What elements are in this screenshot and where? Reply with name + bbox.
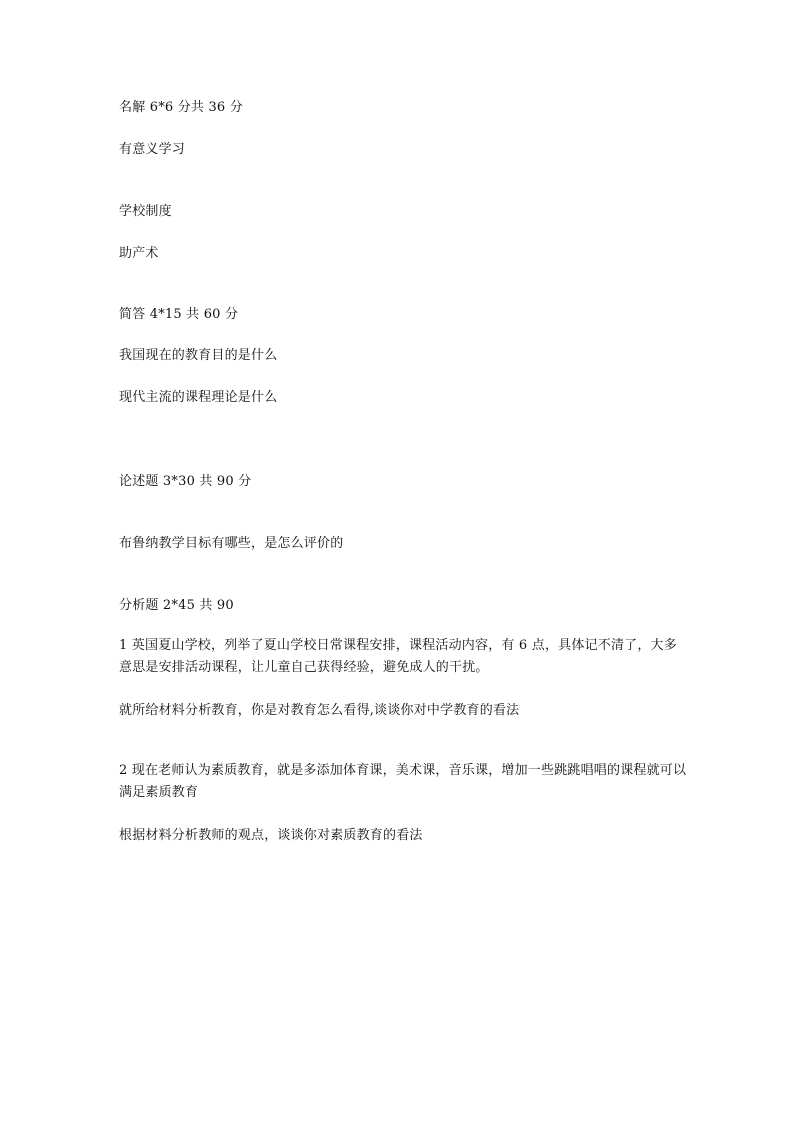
question-item: 布鲁纳教学目标有哪些，是怎么评价的 [119,536,344,551]
section-heading-fenxi: 分析题 2*45 共 90 [119,598,234,613]
analysis-material-2: 2 现在老师认为素质教育，就是多添加体育课，美术课，音乐课，增加一些跳跳唱唱的课程就可以满足素质教育 [119,763,687,800]
section-heading-mingjie: 名解 6*6 分共 36 分 [119,100,243,115]
term-item: 助产术 [119,246,159,261]
analysis-question-1: 就所给材料分析教育，你是对教育怎么看得,谈谈你对中学教育的看法 [119,703,520,718]
section-heading-jianda: 简答 4*15 共 60 分 [119,307,239,322]
question-item: 现代主流的课程理论是什么 [119,390,278,405]
term-item: 学校制度 [119,204,172,219]
term-item: 有意义学习 [119,142,186,157]
question-item: 我国现在的教育目的是什么 [119,348,278,363]
section-heading-lunshu: 论述题 3*30 共 90 分 [119,474,252,489]
analysis-question-2: 根据材料分析教师的观点，谈谈你对素质教育的看法 [119,828,423,843]
analysis-material-1: 1 英国夏山学校，列举了夏山学校日常课程安排，课程活动内容，有 6 点，具体记不清了，大多意思是安排活动课程，让儿童自己获得经验，避免成人的干扰。 [119,638,677,675]
